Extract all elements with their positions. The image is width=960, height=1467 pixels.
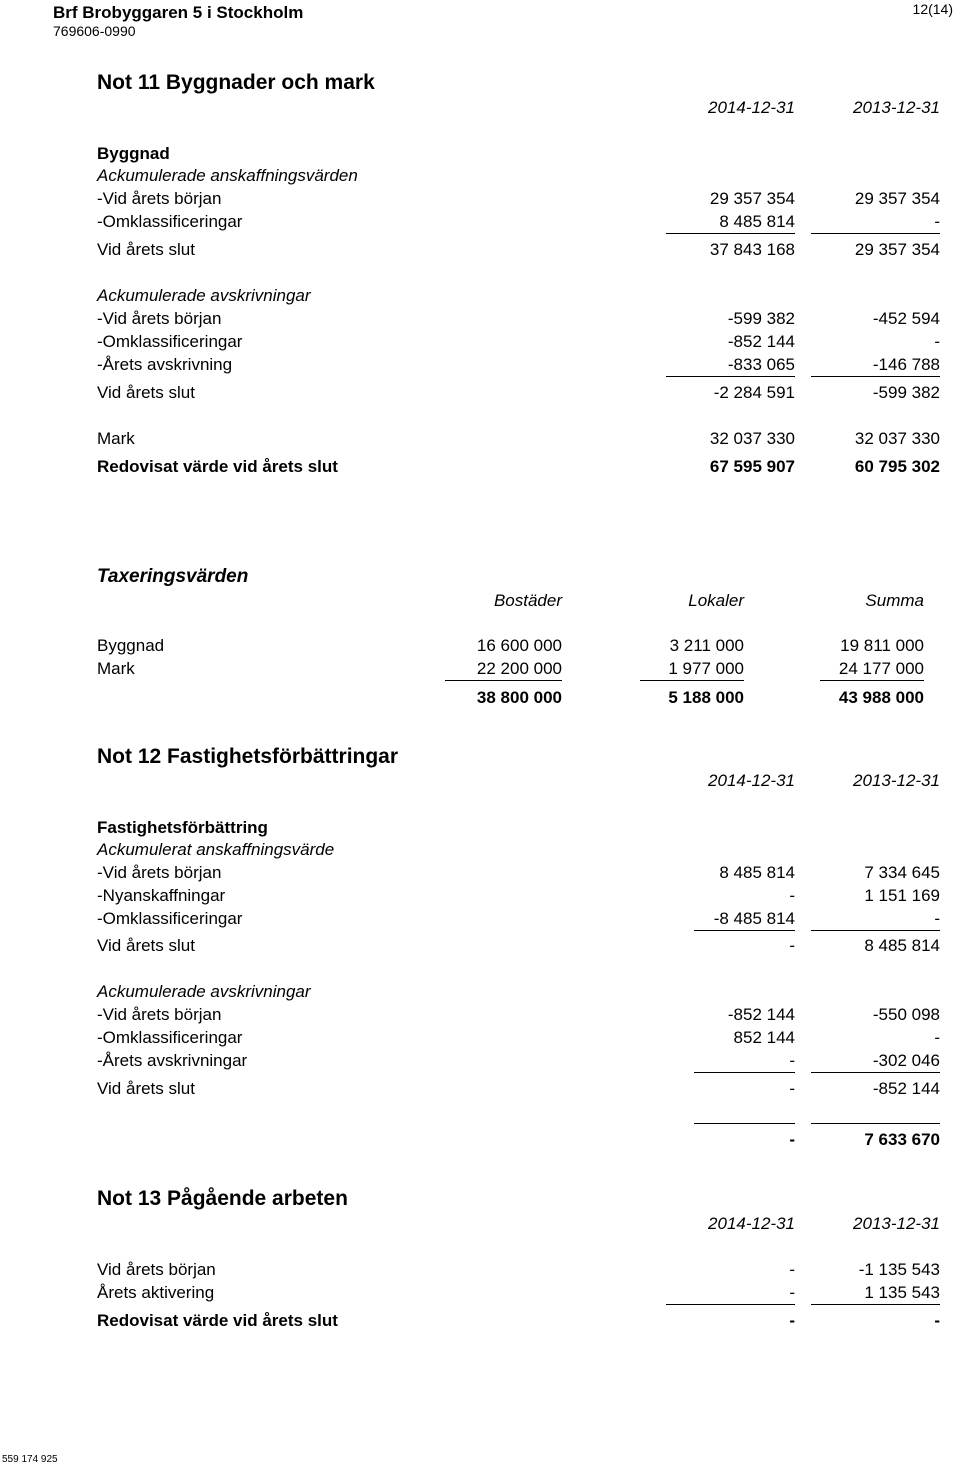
row-label: Vid årets slut bbox=[97, 240, 195, 259]
row-label: Byggnad bbox=[97, 636, 165, 655]
row-label: -Nyanskaffningar bbox=[97, 886, 226, 905]
subtotal-rule bbox=[640, 680, 744, 681]
row-value-2013: -302 046 bbox=[872, 1051, 940, 1070]
subtotal-rule bbox=[811, 1304, 940, 1305]
row-value: 19 811 000 bbox=[840, 636, 924, 655]
subtotal-rule bbox=[811, 376, 940, 377]
row-value-2014: -599 382 bbox=[727, 309, 795, 328]
tax-total: 43 988 000 bbox=[838, 688, 924, 707]
row-value-2013: -852 144 bbox=[872, 1079, 940, 1098]
row-value-2013: - bbox=[934, 212, 940, 231]
subtotal-rule bbox=[445, 680, 562, 681]
note11-col1-header: 2014-12-31 bbox=[708, 98, 795, 117]
row-value: 1 977 000 bbox=[668, 659, 744, 678]
row-value-2013: - bbox=[934, 332, 940, 351]
org-number: 769606-0990 bbox=[53, 23, 136, 39]
note11-building-heading: Byggnad bbox=[97, 144, 170, 163]
tax-col-header: Bostäder bbox=[493, 591, 562, 610]
row-label: Mark bbox=[97, 429, 135, 448]
note11-col2-header: 2013-12-31 bbox=[853, 98, 940, 117]
row-value: 22 200 000 bbox=[476, 659, 562, 678]
row-label: Vid årets slut bbox=[97, 383, 195, 402]
row-value-2013: 60 795 302 bbox=[854, 457, 940, 476]
subtotal-rule bbox=[811, 1072, 940, 1073]
tax-col-header: Summa bbox=[865, 591, 924, 610]
row-value-2013: - bbox=[934, 1028, 940, 1047]
row-value-2013: 8 485 814 bbox=[864, 936, 940, 955]
row-value-2013: 29 357 354 bbox=[854, 189, 940, 208]
row-label: -Årets avskrivningar bbox=[97, 1051, 248, 1070]
note12-acq-heading: Ackumulerat anskaffningsvärde bbox=[97, 840, 335, 859]
note12-title: Not 12 Fastighetsförbättringar bbox=[97, 745, 399, 768]
row-label: -Omklassificeringar bbox=[97, 332, 243, 351]
row-value-2013: -1 135 543 bbox=[858, 1260, 940, 1279]
row-value: 24 177 000 bbox=[838, 659, 924, 678]
row-value-2014: -852 144 bbox=[727, 1005, 795, 1024]
row-value-2014: 32 037 330 bbox=[709, 429, 795, 448]
footer-code: 559 174 925 bbox=[2, 1454, 58, 1465]
row-value-2014: - bbox=[789, 1079, 795, 1098]
row-value-2014: - bbox=[789, 936, 795, 955]
association-name: Brf Brobyggaren 5 i Stockholm bbox=[53, 3, 304, 22]
subtotal-rule bbox=[694, 1072, 795, 1073]
tax-total: 5 188 000 bbox=[668, 688, 744, 707]
tax-heading: Taxeringsvärden bbox=[97, 566, 249, 587]
subtotal-rule bbox=[811, 930, 940, 931]
row-value-2013: -146 788 bbox=[872, 355, 940, 374]
row-value-2014: - bbox=[789, 1051, 795, 1070]
note13-col1-header: 2014-12-31 bbox=[708, 1214, 795, 1233]
row-value-2014: 67 595 907 bbox=[709, 457, 795, 476]
row-value-2013: 7 334 645 bbox=[864, 863, 940, 882]
note12-heading: Fastighetsförbättring bbox=[97, 818, 268, 837]
row-value: 3 211 000 bbox=[669, 636, 744, 655]
note11-dep-heading: Ackumulerade avskrivningar bbox=[97, 286, 311, 305]
row-value-2014: -852 144 bbox=[727, 332, 795, 351]
row-label: -Vid årets början bbox=[97, 309, 222, 328]
row-label: Vid årets början bbox=[97, 1260, 216, 1279]
row-value-2014: - bbox=[789, 1260, 795, 1279]
row-value-2014: 8 485 814 bbox=[719, 863, 795, 882]
row-label: -Vid årets början bbox=[97, 1005, 222, 1024]
subtotal-rule bbox=[820, 680, 924, 681]
row-value-2013: - bbox=[934, 909, 940, 928]
row-label: Årets aktivering bbox=[97, 1283, 215, 1302]
row-label: -Omklassificeringar bbox=[97, 909, 243, 928]
row-value-2014: - bbox=[789, 1311, 795, 1330]
row-value-2013: 32 037 330 bbox=[854, 429, 940, 448]
row-label: Redovisat värde vid årets slut bbox=[97, 1311, 338, 1330]
row-label: -Vid årets början bbox=[97, 189, 222, 208]
note11-title: Not 11 Byggnader och mark bbox=[97, 71, 375, 94]
row-value-2013: -452 594 bbox=[872, 309, 940, 328]
note12-dep-heading: Ackumulerade avskrivningar bbox=[97, 982, 311, 1001]
row-value-2014: 8 485 814 bbox=[719, 212, 795, 231]
row-value-2014: 37 843 168 bbox=[709, 240, 795, 259]
row-label: -Vid årets början bbox=[97, 863, 222, 882]
subtotal-rule bbox=[694, 930, 795, 931]
row-label: -Årets avskrivning bbox=[97, 355, 233, 374]
row-value-2014: -8 485 814 bbox=[713, 909, 795, 928]
row-value-2013: -550 098 bbox=[872, 1005, 940, 1024]
note13-title: Not 13 Pågående arbeten bbox=[97, 1187, 348, 1210]
row-label: Redovisat värde vid årets slut bbox=[97, 457, 338, 476]
row-value-2014: -2 284 591 bbox=[713, 383, 795, 402]
subtotal-rule bbox=[666, 376, 795, 377]
note13-col2-header: 2013-12-31 bbox=[853, 1214, 940, 1233]
note12-col2-header: 2013-12-31 bbox=[853, 771, 940, 790]
total-rule bbox=[694, 1123, 795, 1124]
row-label: Vid årets slut bbox=[97, 936, 195, 955]
row-label: -Omklassificeringar bbox=[97, 212, 243, 231]
row-value-2013: -599 382 bbox=[872, 383, 940, 402]
note11-acq-heading: Ackumulerade anskaffningsvärden bbox=[97, 166, 358, 185]
row-value-2014: -833 065 bbox=[727, 355, 795, 374]
row-value-2013: 1 135 543 bbox=[864, 1283, 940, 1302]
row-label: Vid årets slut bbox=[97, 1079, 195, 1098]
tax-total: 38 800 000 bbox=[476, 688, 562, 707]
total-rule bbox=[811, 1123, 940, 1124]
row-value: 16 600 000 bbox=[476, 636, 562, 655]
subtotal-rule bbox=[666, 233, 795, 234]
row-value-2013: - bbox=[934, 1311, 940, 1330]
row-value-2013: 1 151 169 bbox=[864, 886, 940, 905]
row-label: Mark bbox=[97, 659, 135, 678]
note12-net-2013: 7 633 670 bbox=[864, 1130, 940, 1149]
subtotal-rule bbox=[811, 233, 940, 234]
note12-net-2014: - bbox=[789, 1130, 795, 1149]
row-value-2014: 29 357 354 bbox=[709, 189, 795, 208]
row-value-2014: 852 144 bbox=[733, 1028, 795, 1047]
row-value-2014: - bbox=[789, 886, 795, 905]
tax-col-header: Lokaler bbox=[688, 591, 744, 610]
subtotal-rule bbox=[666, 1304, 795, 1305]
note12-col1-header: 2014-12-31 bbox=[708, 771, 795, 790]
row-label: -Omklassificeringar bbox=[97, 1028, 243, 1047]
row-value-2014: - bbox=[789, 1283, 795, 1302]
page-number: 12(14) bbox=[912, 1, 953, 17]
row-value-2013: 29 357 354 bbox=[854, 240, 940, 259]
